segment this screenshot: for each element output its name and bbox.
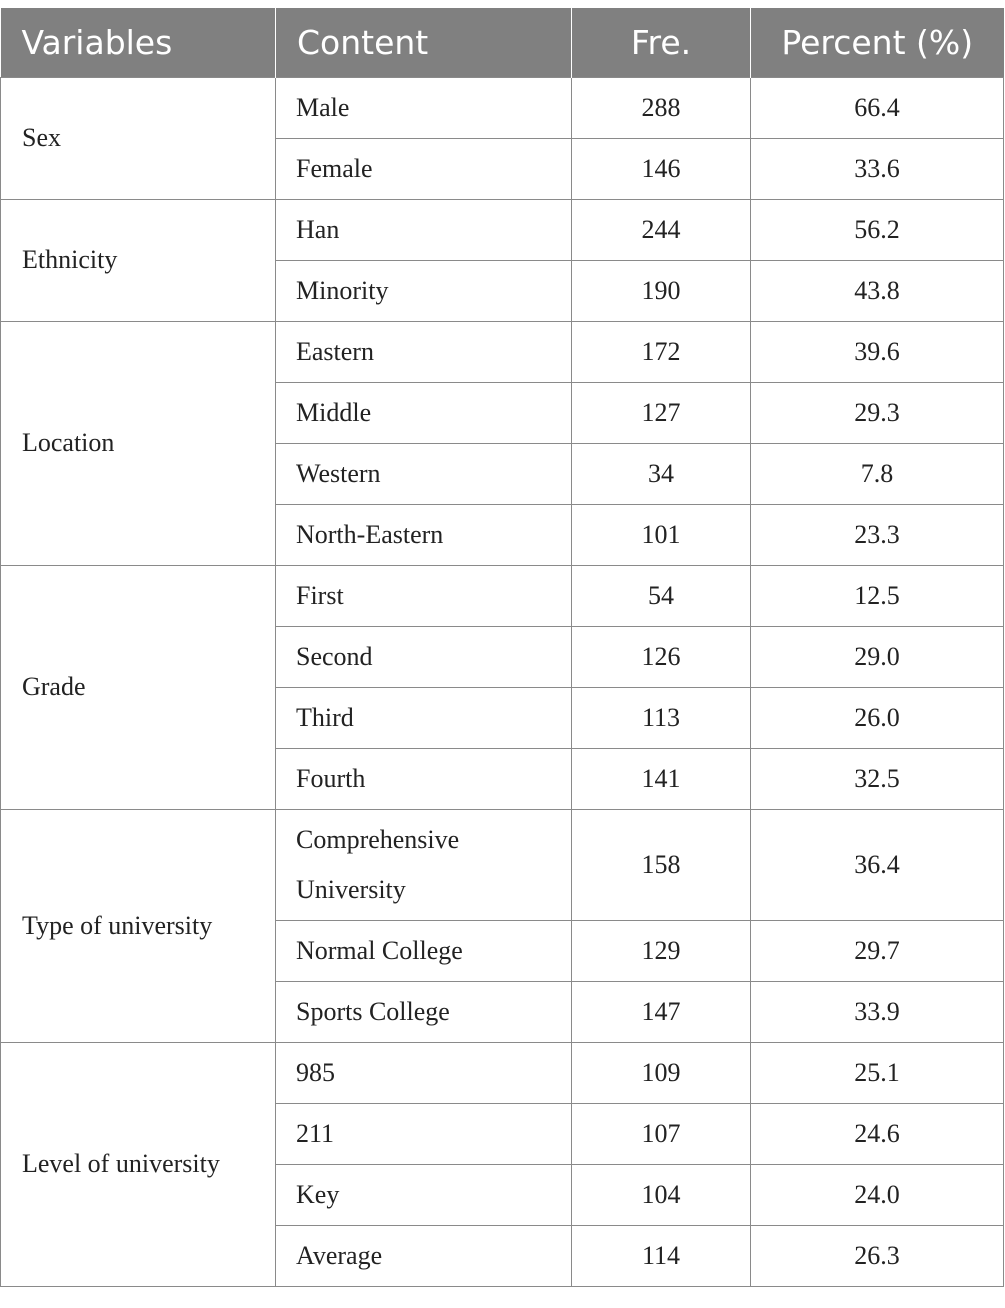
frequency-cell: 147 [572, 981, 751, 1042]
frequency-cell: 190 [572, 260, 751, 321]
variable-cell: Grade [1, 565, 276, 809]
header-frequency: Fre. [572, 8, 751, 77]
frequency-cell: 172 [572, 321, 751, 382]
percent-cell: 33.6 [751, 138, 1004, 199]
percent-cell: 7.8 [751, 443, 1004, 504]
content-cell: Eastern [276, 321, 572, 382]
content-cell: Third [276, 687, 572, 748]
frequency-cell: 126 [572, 626, 751, 687]
percent-cell: 26.3 [751, 1225, 1004, 1286]
variable-cell: Location [1, 321, 276, 565]
frequency-cell: 127 [572, 382, 751, 443]
content-cell: First [276, 565, 572, 626]
content-cell: Female [276, 138, 572, 199]
content-cell: 985 [276, 1042, 572, 1103]
frequency-cell: 129 [572, 920, 751, 981]
header-variables: Variables [1, 8, 276, 77]
frequency-cell: 146 [572, 138, 751, 199]
table-row [1, 809, 1004, 920]
percent-cell: 33.9 [751, 981, 1004, 1042]
content-cell: Key [276, 1164, 572, 1225]
variable-cell: Level of university [1, 1042, 276, 1286]
percent-cell: 24.0 [751, 1164, 1004, 1225]
content-cell: Average [276, 1225, 572, 1286]
frequency-cell: 114 [572, 1225, 751, 1286]
percent-cell: 66.4 [751, 77, 1004, 138]
percent-cell: 32.5 [751, 748, 1004, 809]
variable-cell: Sex [1, 77, 276, 199]
table-row [1, 321, 1004, 382]
content-cell: Minority [276, 260, 572, 321]
demographics-table [0, 8, 1004, 1287]
percent-cell: 29.3 [751, 382, 1004, 443]
content-cell: Middle [276, 382, 572, 443]
percent-cell: 26.0 [751, 687, 1004, 748]
content-cell: Han [276, 199, 572, 260]
content-cell: Second [276, 626, 572, 687]
content-cell: 211 [276, 1103, 572, 1164]
variable-cell: Ethnicity [1, 199, 276, 321]
variable-cell: Type of university [1, 809, 276, 1042]
frequency-cell: 158 [572, 809, 751, 920]
frequency-cell: 113 [572, 687, 751, 748]
frequency-cell: 101 [572, 504, 751, 565]
percent-cell: 23.3 [751, 504, 1004, 565]
frequency-cell: 244 [572, 199, 751, 260]
header-percent: Percent (%) [751, 8, 1004, 77]
percent-cell: 25.1 [751, 1042, 1004, 1103]
table-header [1, 8, 1004, 77]
frequency-cell: 54 [572, 565, 751, 626]
frequency-cell: 34 [572, 443, 751, 504]
content-cell: Male [276, 77, 572, 138]
content-cell: Normal College [276, 920, 572, 981]
percent-cell: 29.0 [751, 626, 1004, 687]
content-cell: Western [276, 443, 572, 504]
header-row [1, 8, 1004, 77]
table-row [1, 199, 1004, 260]
content-cell: Sports College [276, 981, 572, 1042]
percent-cell: 36.4 [751, 809, 1004, 920]
table-row [1, 77, 1004, 138]
percent-cell: 39.6 [751, 321, 1004, 382]
frequency-cell: 104 [572, 1164, 751, 1225]
content-cell: Fourth [276, 748, 572, 809]
table-row [1, 565, 1004, 626]
frequency-cell: 109 [572, 1042, 751, 1103]
frequency-cell: 141 [572, 748, 751, 809]
percent-cell: 29.7 [751, 920, 1004, 981]
content-cell: Comprehensive University [276, 809, 572, 920]
percent-cell: 24.6 [751, 1103, 1004, 1164]
header-content: Content [276, 8, 572, 77]
percent-cell: 56.2 [751, 199, 1004, 260]
table-body [1, 77, 1004, 1286]
frequency-cell: 288 [572, 77, 751, 138]
percent-cell: 43.8 [751, 260, 1004, 321]
percent-cell: 12.5 [751, 565, 1004, 626]
frequency-cell: 107 [572, 1103, 751, 1164]
table-row [1, 1042, 1004, 1103]
content-cell: North-Eastern [276, 504, 572, 565]
